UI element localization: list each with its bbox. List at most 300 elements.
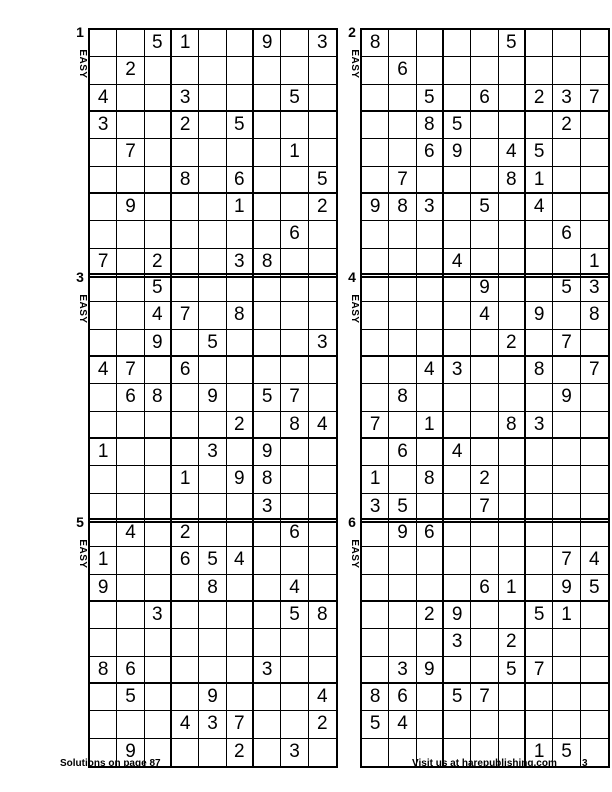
sudoku-cell[interactable] bbox=[281, 275, 308, 302]
sudoku-cell[interactable] bbox=[444, 711, 471, 738]
sudoku-cell[interactable]: 5 bbox=[254, 384, 281, 411]
sudoku-cell[interactable] bbox=[417, 684, 444, 711]
sudoku-cell[interactable] bbox=[145, 57, 172, 84]
sudoku-cell[interactable]: 8 bbox=[362, 30, 389, 57]
sudoku-cell[interactable]: 8 bbox=[199, 575, 226, 602]
sudoku-cell[interactable] bbox=[199, 520, 226, 547]
sudoku-cell[interactable]: 7 bbox=[281, 384, 308, 411]
sudoku-cell[interactable] bbox=[281, 57, 308, 84]
sudoku-cell[interactable] bbox=[172, 221, 199, 248]
sudoku-cell[interactable] bbox=[117, 439, 144, 466]
sudoku-cell[interactable]: 5 bbox=[199, 547, 226, 574]
sudoku-cell[interactable] bbox=[362, 330, 389, 357]
sudoku-cell[interactable] bbox=[553, 629, 580, 656]
sudoku-cell[interactable] bbox=[444, 494, 471, 521]
sudoku-cell[interactable]: 4 bbox=[499, 139, 526, 166]
sudoku-cell[interactable] bbox=[117, 711, 144, 738]
sudoku-cell[interactable] bbox=[90, 711, 117, 738]
sudoku-cell[interactable] bbox=[444, 520, 471, 547]
sudoku-cell[interactable] bbox=[227, 439, 254, 466]
sudoku-cell[interactable] bbox=[471, 112, 498, 139]
sudoku-cell[interactable] bbox=[471, 547, 498, 574]
sudoku-cell[interactable] bbox=[90, 302, 117, 329]
sudoku-cell[interactable]: 5 bbox=[471, 194, 498, 221]
sudoku-cell[interactable]: 3 bbox=[254, 494, 281, 521]
sudoku-cell[interactable] bbox=[362, 739, 389, 766]
sudoku-cell[interactable] bbox=[227, 275, 254, 302]
sudoku-cell[interactable]: 2 bbox=[145, 249, 172, 276]
sudoku-cell[interactable] bbox=[444, 302, 471, 329]
sudoku-cell[interactable] bbox=[172, 139, 199, 166]
sudoku-cell[interactable] bbox=[309, 221, 336, 248]
sudoku-cell[interactable] bbox=[254, 357, 281, 384]
sudoku-cell[interactable] bbox=[526, 439, 553, 466]
sudoku-cell[interactable] bbox=[526, 711, 553, 738]
sudoku-cell[interactable]: 7 bbox=[471, 684, 498, 711]
sudoku-cell[interactable]: 7 bbox=[581, 85, 608, 112]
sudoku-cell[interactable]: 4 bbox=[281, 575, 308, 602]
sudoku-cell[interactable] bbox=[227, 575, 254, 602]
sudoku-cell[interactable] bbox=[199, 85, 226, 112]
sudoku-cell[interactable]: 6 bbox=[227, 167, 254, 194]
sudoku-cell[interactable] bbox=[172, 575, 199, 602]
sudoku-cell[interactable] bbox=[117, 412, 144, 439]
sudoku-cell[interactable] bbox=[362, 520, 389, 547]
sudoku-cell[interactable] bbox=[499, 85, 526, 112]
sudoku-cell[interactable] bbox=[526, 494, 553, 521]
sudoku-cell[interactable] bbox=[581, 139, 608, 166]
sudoku-cell[interactable]: 5 bbox=[499, 30, 526, 57]
sudoku-cell[interactable] bbox=[444, 657, 471, 684]
sudoku-cell[interactable]: 8 bbox=[499, 412, 526, 439]
sudoku-cell[interactable]: 4 bbox=[444, 439, 471, 466]
sudoku-cell[interactable] bbox=[309, 384, 336, 411]
sudoku-cell[interactable] bbox=[254, 412, 281, 439]
sudoku-cell[interactable] bbox=[254, 629, 281, 656]
sudoku-cell[interactable] bbox=[444, 30, 471, 57]
sudoku-cell[interactable]: 8 bbox=[309, 602, 336, 629]
sudoku-cell[interactable] bbox=[281, 302, 308, 329]
sudoku-cell[interactable] bbox=[227, 494, 254, 521]
sudoku-cell[interactable] bbox=[444, 466, 471, 493]
sudoku-cell[interactable] bbox=[199, 221, 226, 248]
sudoku-cell[interactable]: 2 bbox=[417, 602, 444, 629]
sudoku-cell[interactable] bbox=[145, 412, 172, 439]
sudoku-cell[interactable] bbox=[145, 494, 172, 521]
sudoku-cell[interactable] bbox=[145, 85, 172, 112]
sudoku-cell[interactable] bbox=[581, 384, 608, 411]
sudoku-cell[interactable]: 2 bbox=[526, 85, 553, 112]
sudoku-cell[interactable] bbox=[526, 575, 553, 602]
sudoku-cell[interactable] bbox=[145, 139, 172, 166]
sudoku-cell[interactable] bbox=[581, 57, 608, 84]
sudoku-cell[interactable] bbox=[553, 657, 580, 684]
sudoku-cell[interactable] bbox=[172, 249, 199, 276]
sudoku-cell[interactable] bbox=[199, 739, 226, 766]
sudoku-cell[interactable] bbox=[254, 167, 281, 194]
sudoku-cell[interactable]: 5 bbox=[553, 275, 580, 302]
sudoku-cell[interactable] bbox=[309, 112, 336, 139]
sudoku-cell[interactable] bbox=[471, 412, 498, 439]
sudoku-cell[interactable] bbox=[553, 466, 580, 493]
sudoku-cell[interactable] bbox=[526, 112, 553, 139]
sudoku-cell[interactable] bbox=[499, 520, 526, 547]
sudoku-cell[interactable] bbox=[553, 412, 580, 439]
sudoku-cell[interactable] bbox=[309, 302, 336, 329]
sudoku-cell[interactable]: 7 bbox=[553, 330, 580, 357]
sudoku-cell[interactable] bbox=[499, 194, 526, 221]
sudoku-cell[interactable] bbox=[417, 494, 444, 521]
sudoku-cell[interactable] bbox=[362, 302, 389, 329]
sudoku-cell[interactable]: 5 bbox=[499, 657, 526, 684]
sudoku-cell[interactable] bbox=[581, 684, 608, 711]
sudoku-cell[interactable]: 9 bbox=[199, 384, 226, 411]
sudoku-cell[interactable]: 5 bbox=[553, 739, 580, 766]
sudoku-cell[interactable] bbox=[199, 466, 226, 493]
sudoku-cell[interactable] bbox=[227, 30, 254, 57]
sudoku-cell[interactable] bbox=[199, 657, 226, 684]
sudoku-cell[interactable] bbox=[417, 330, 444, 357]
sudoku-cell[interactable]: 8 bbox=[254, 466, 281, 493]
sudoku-cell[interactable] bbox=[471, 657, 498, 684]
sudoku-cell[interactable] bbox=[172, 57, 199, 84]
sudoku-cell[interactable] bbox=[254, 330, 281, 357]
sudoku-cell[interactable]: 4 bbox=[444, 249, 471, 276]
sudoku-cell[interactable] bbox=[499, 221, 526, 248]
sudoku-cell[interactable]: 6 bbox=[281, 520, 308, 547]
sudoku-cell[interactable]: 5 bbox=[417, 85, 444, 112]
sudoku-cell[interactable]: 5 bbox=[145, 275, 172, 302]
sudoku-cell[interactable]: 5 bbox=[526, 139, 553, 166]
sudoku-cell[interactable] bbox=[172, 330, 199, 357]
sudoku-cell[interactable]: 4 bbox=[117, 520, 144, 547]
sudoku-cell[interactable] bbox=[172, 439, 199, 466]
sudoku-cell[interactable]: 4 bbox=[417, 357, 444, 384]
sudoku-cell[interactable] bbox=[553, 167, 580, 194]
sudoku-cell[interactable] bbox=[309, 357, 336, 384]
sudoku-cell[interactable] bbox=[309, 739, 336, 766]
sudoku-cell[interactable] bbox=[389, 602, 416, 629]
sudoku-cell[interactable] bbox=[281, 711, 308, 738]
sudoku-cell[interactable] bbox=[281, 657, 308, 684]
sudoku-cell[interactable] bbox=[199, 275, 226, 302]
sudoku-cell[interactable] bbox=[444, 384, 471, 411]
sudoku-cell[interactable] bbox=[499, 602, 526, 629]
sudoku-cell[interactable] bbox=[553, 494, 580, 521]
sudoku-cell[interactable]: 4 bbox=[309, 412, 336, 439]
sudoku-cell[interactable] bbox=[553, 302, 580, 329]
sudoku-cell[interactable]: 9 bbox=[417, 657, 444, 684]
sudoku-cell[interactable]: 6 bbox=[471, 85, 498, 112]
sudoku-cell[interactable]: 1 bbox=[362, 466, 389, 493]
sudoku-cell[interactable] bbox=[145, 357, 172, 384]
sudoku-cell[interactable] bbox=[417, 167, 444, 194]
sudoku-cell[interactable] bbox=[281, 249, 308, 276]
sudoku-cell[interactable] bbox=[199, 412, 226, 439]
sudoku-cell[interactable] bbox=[90, 412, 117, 439]
sudoku-cell[interactable]: 8 bbox=[526, 357, 553, 384]
sudoku-cell[interactable]: 5 bbox=[227, 112, 254, 139]
sudoku-cell[interactable] bbox=[581, 520, 608, 547]
sudoku-cell[interactable] bbox=[172, 739, 199, 766]
sudoku-cell[interactable] bbox=[227, 520, 254, 547]
sudoku-cell[interactable]: 3 bbox=[444, 357, 471, 384]
sudoku-cell[interactable]: 7 bbox=[117, 357, 144, 384]
sudoku-cell[interactable] bbox=[172, 602, 199, 629]
sudoku-cell[interactable] bbox=[145, 167, 172, 194]
sudoku-cell[interactable] bbox=[90, 167, 117, 194]
sudoku-cell[interactable]: 9 bbox=[227, 466, 254, 493]
sudoku-cell[interactable] bbox=[254, 684, 281, 711]
sudoku-cell[interactable] bbox=[581, 602, 608, 629]
sudoku-cell[interactable] bbox=[417, 30, 444, 57]
sudoku-cell[interactable] bbox=[417, 575, 444, 602]
sudoku-cell[interactable] bbox=[199, 249, 226, 276]
sudoku-cell[interactable] bbox=[553, 249, 580, 276]
sudoku-cell[interactable]: 1 bbox=[281, 139, 308, 166]
sudoku-cell[interactable] bbox=[90, 384, 117, 411]
sudoku-cell[interactable]: 6 bbox=[389, 439, 416, 466]
sudoku-cell[interactable]: 9 bbox=[90, 575, 117, 602]
sudoku-cell[interactable] bbox=[444, 57, 471, 84]
sudoku-cell[interactable] bbox=[145, 466, 172, 493]
sudoku-cell[interactable]: 7 bbox=[581, 357, 608, 384]
sudoku-cell[interactable]: 7 bbox=[117, 139, 144, 166]
sudoku-cell[interactable] bbox=[362, 275, 389, 302]
sudoku-cell[interactable] bbox=[281, 194, 308, 221]
sudoku-cell[interactable] bbox=[117, 330, 144, 357]
sudoku-cell[interactable] bbox=[499, 249, 526, 276]
sudoku-cell[interactable]: 4 bbox=[389, 711, 416, 738]
sudoku-cell[interactable] bbox=[553, 684, 580, 711]
sudoku-cell[interactable] bbox=[581, 194, 608, 221]
sudoku-cell[interactable] bbox=[117, 112, 144, 139]
sudoku-cell[interactable] bbox=[389, 139, 416, 166]
sudoku-cell[interactable] bbox=[254, 112, 281, 139]
sudoku-cell[interactable] bbox=[471, 249, 498, 276]
sudoku-cell[interactable] bbox=[471, 439, 498, 466]
sudoku-cell[interactable] bbox=[389, 221, 416, 248]
sudoku-cell[interactable] bbox=[117, 629, 144, 656]
sudoku-cell[interactable] bbox=[172, 684, 199, 711]
sudoku-cell[interactable]: 8 bbox=[254, 249, 281, 276]
sudoku-cell[interactable] bbox=[581, 711, 608, 738]
sudoku-cell[interactable] bbox=[227, 330, 254, 357]
sudoku-cell[interactable] bbox=[117, 275, 144, 302]
sudoku-cell[interactable] bbox=[526, 684, 553, 711]
sudoku-cell[interactable]: 3 bbox=[254, 657, 281, 684]
sudoku-cell[interactable]: 7 bbox=[389, 167, 416, 194]
sudoku-cell[interactable] bbox=[309, 657, 336, 684]
sudoku-cell[interactable] bbox=[90, 275, 117, 302]
sudoku-cell[interactable]: 2 bbox=[553, 112, 580, 139]
sudoku-cell[interactable] bbox=[417, 439, 444, 466]
sudoku-cell[interactable]: 6 bbox=[281, 221, 308, 248]
sudoku-cell[interactable] bbox=[90, 602, 117, 629]
sudoku-cell[interactable] bbox=[526, 57, 553, 84]
sudoku-cell[interactable]: 1 bbox=[589, 250, 600, 272]
sudoku-cell[interactable]: 5 bbox=[281, 602, 308, 629]
sudoku-cell[interactable] bbox=[172, 384, 199, 411]
sudoku-cell[interactable] bbox=[362, 112, 389, 139]
sudoku-cell[interactable] bbox=[471, 629, 498, 656]
sudoku-cell[interactable]: 8 bbox=[581, 302, 608, 329]
sudoku-cell[interactable] bbox=[362, 221, 389, 248]
sudoku-cell[interactable] bbox=[199, 30, 226, 57]
sudoku-cell[interactable]: 1 bbox=[417, 412, 444, 439]
sudoku-cell[interactable] bbox=[362, 139, 389, 166]
sudoku-cell[interactable] bbox=[553, 520, 580, 547]
sudoku-cell[interactable] bbox=[90, 494, 117, 521]
sudoku-cell[interactable]: 7 bbox=[471, 494, 498, 521]
sudoku-cell[interactable] bbox=[227, 657, 254, 684]
sudoku-cell[interactable]: 8 bbox=[281, 412, 308, 439]
sudoku-cell[interactable]: 4 bbox=[145, 302, 172, 329]
sudoku-cell[interactable] bbox=[526, 547, 553, 574]
sudoku-cell[interactable]: 3 bbox=[172, 85, 199, 112]
sudoku-cell[interactable]: 1 bbox=[227, 194, 254, 221]
sudoku-cell[interactable] bbox=[581, 412, 608, 439]
sudoku-cell[interactable] bbox=[553, 357, 580, 384]
sudoku-cell[interactable] bbox=[254, 85, 281, 112]
sudoku-cell[interactable] bbox=[90, 30, 117, 57]
sudoku-cell[interactable] bbox=[444, 330, 471, 357]
sudoku-cell[interactable] bbox=[281, 30, 308, 57]
sudoku-cell[interactable] bbox=[227, 629, 254, 656]
sudoku-cell[interactable] bbox=[581, 30, 608, 57]
sudoku-cell[interactable]: 6 bbox=[117, 384, 144, 411]
sudoku-cell[interactable]: 3 bbox=[227, 249, 254, 276]
sudoku-cell[interactable]: 7 bbox=[526, 657, 553, 684]
sudoku-cell[interactable] bbox=[90, 330, 117, 357]
sudoku-cell[interactable]: 2 bbox=[172, 520, 199, 547]
sudoku-cell[interactable] bbox=[581, 330, 608, 357]
sudoku-cell[interactable] bbox=[362, 384, 389, 411]
sudoku-cell[interactable] bbox=[471, 711, 498, 738]
sudoku-cell[interactable]: 7 bbox=[227, 711, 254, 738]
sudoku-cell[interactable] bbox=[281, 684, 308, 711]
sudoku-cell[interactable] bbox=[254, 221, 281, 248]
sudoku-cell[interactable] bbox=[309, 520, 336, 547]
sudoku-cell[interactable] bbox=[526, 330, 553, 357]
sudoku-cell[interactable]: 4 bbox=[90, 85, 117, 112]
sudoku-cell[interactable] bbox=[499, 112, 526, 139]
sudoku-cell[interactable] bbox=[471, 221, 498, 248]
sudoku-cell[interactable]: 6 bbox=[172, 547, 199, 574]
sudoku-cell[interactable] bbox=[389, 85, 416, 112]
sudoku-cell[interactable] bbox=[309, 249, 336, 276]
sudoku-cell[interactable]: 8 bbox=[417, 112, 444, 139]
sudoku-cell[interactable] bbox=[254, 275, 281, 302]
sudoku-cell[interactable] bbox=[309, 275, 336, 302]
sudoku-cell[interactable]: 1 bbox=[90, 547, 117, 574]
sudoku-cell[interactable] bbox=[471, 520, 498, 547]
sudoku-cell[interactable] bbox=[145, 112, 172, 139]
sudoku-cell[interactable] bbox=[117, 85, 144, 112]
sudoku-cell[interactable]: 3 bbox=[90, 112, 117, 139]
sudoku-cell[interactable] bbox=[117, 602, 144, 629]
sudoku-cell[interactable]: 6 bbox=[389, 57, 416, 84]
sudoku-cell[interactable]: 9 bbox=[553, 384, 580, 411]
sudoku-cell[interactable]: 2 bbox=[227, 412, 254, 439]
sudoku-cell[interactable] bbox=[499, 384, 526, 411]
sudoku-cell[interactable] bbox=[417, 275, 444, 302]
sudoku-cell[interactable] bbox=[117, 167, 144, 194]
sudoku-cell[interactable] bbox=[581, 629, 608, 656]
sudoku-cell[interactable] bbox=[90, 139, 117, 166]
sudoku-cell[interactable] bbox=[227, 85, 254, 112]
sudoku-cell[interactable]: 9 bbox=[362, 194, 389, 221]
sudoku-cell[interactable] bbox=[362, 547, 389, 574]
sudoku-cell[interactable]: 6 bbox=[471, 575, 498, 602]
sudoku-cell[interactable]: 4 bbox=[172, 711, 199, 738]
sudoku-cell[interactable]: 2 bbox=[172, 112, 199, 139]
sudoku-cell[interactable]: 9 bbox=[471, 275, 498, 302]
sudoku-cell[interactable] bbox=[172, 657, 199, 684]
sudoku-cell[interactable] bbox=[199, 57, 226, 84]
sudoku-cell[interactable] bbox=[227, 139, 254, 166]
sudoku-cell[interactable]: 6 bbox=[117, 657, 144, 684]
sudoku-cell[interactable] bbox=[227, 684, 254, 711]
sudoku-cell[interactable]: 9 bbox=[199, 684, 226, 711]
sudoku-cell[interactable] bbox=[389, 547, 416, 574]
sudoku-cell[interactable]: 5 bbox=[444, 684, 471, 711]
sudoku-cell[interactable]: 9 bbox=[444, 602, 471, 629]
sudoku-cell[interactable] bbox=[499, 684, 526, 711]
sudoku-cell[interactable] bbox=[553, 57, 580, 84]
sudoku-cell[interactable] bbox=[145, 657, 172, 684]
sudoku-cell[interactable] bbox=[117, 30, 144, 57]
sudoku-cell[interactable] bbox=[553, 194, 580, 221]
sudoku-cell[interactable] bbox=[581, 494, 608, 521]
sudoku-cell[interactable] bbox=[227, 602, 254, 629]
sudoku-cell[interactable]: 8 bbox=[145, 384, 172, 411]
sudoku-cell[interactable]: 5 bbox=[281, 85, 308, 112]
sudoku-cell[interactable] bbox=[362, 657, 389, 684]
sudoku-cell[interactable] bbox=[526, 249, 553, 276]
sudoku-cell[interactable]: 5 bbox=[444, 112, 471, 139]
sudoku-cell[interactable]: 1 bbox=[90, 439, 117, 466]
sudoku-cell[interactable] bbox=[227, 384, 254, 411]
sudoku-cell[interactable] bbox=[254, 602, 281, 629]
sudoku-cell[interactable] bbox=[309, 494, 336, 521]
sudoku-cell[interactable] bbox=[90, 520, 117, 547]
sudoku-cell[interactable]: 6 bbox=[417, 139, 444, 166]
sudoku-cell[interactable] bbox=[309, 139, 336, 166]
sudoku-cell[interactable] bbox=[145, 194, 172, 221]
sudoku-cell[interactable] bbox=[117, 302, 144, 329]
sudoku-cell[interactable] bbox=[254, 575, 281, 602]
sudoku-cell[interactable] bbox=[254, 739, 281, 766]
sudoku-cell[interactable] bbox=[254, 711, 281, 738]
sudoku-cell[interactable] bbox=[471, 139, 498, 166]
sudoku-cell[interactable] bbox=[227, 57, 254, 84]
sudoku-cell[interactable] bbox=[526, 384, 553, 411]
sudoku-cell[interactable] bbox=[499, 547, 526, 574]
sudoku-cell[interactable] bbox=[471, 602, 498, 629]
sudoku-cell[interactable] bbox=[553, 139, 580, 166]
sudoku-cell[interactable] bbox=[254, 520, 281, 547]
sudoku-cell[interactable] bbox=[172, 494, 199, 521]
sudoku-cell[interactable]: 3 bbox=[145, 602, 172, 629]
sudoku-cell[interactable] bbox=[145, 684, 172, 711]
sudoku-cell[interactable] bbox=[90, 684, 117, 711]
sudoku-cell[interactable] bbox=[145, 520, 172, 547]
sudoku-cell[interactable] bbox=[172, 194, 199, 221]
sudoku-cell[interactable] bbox=[581, 466, 608, 493]
sudoku-cell[interactable] bbox=[199, 602, 226, 629]
sudoku-cell[interactable]: 8 bbox=[499, 167, 526, 194]
